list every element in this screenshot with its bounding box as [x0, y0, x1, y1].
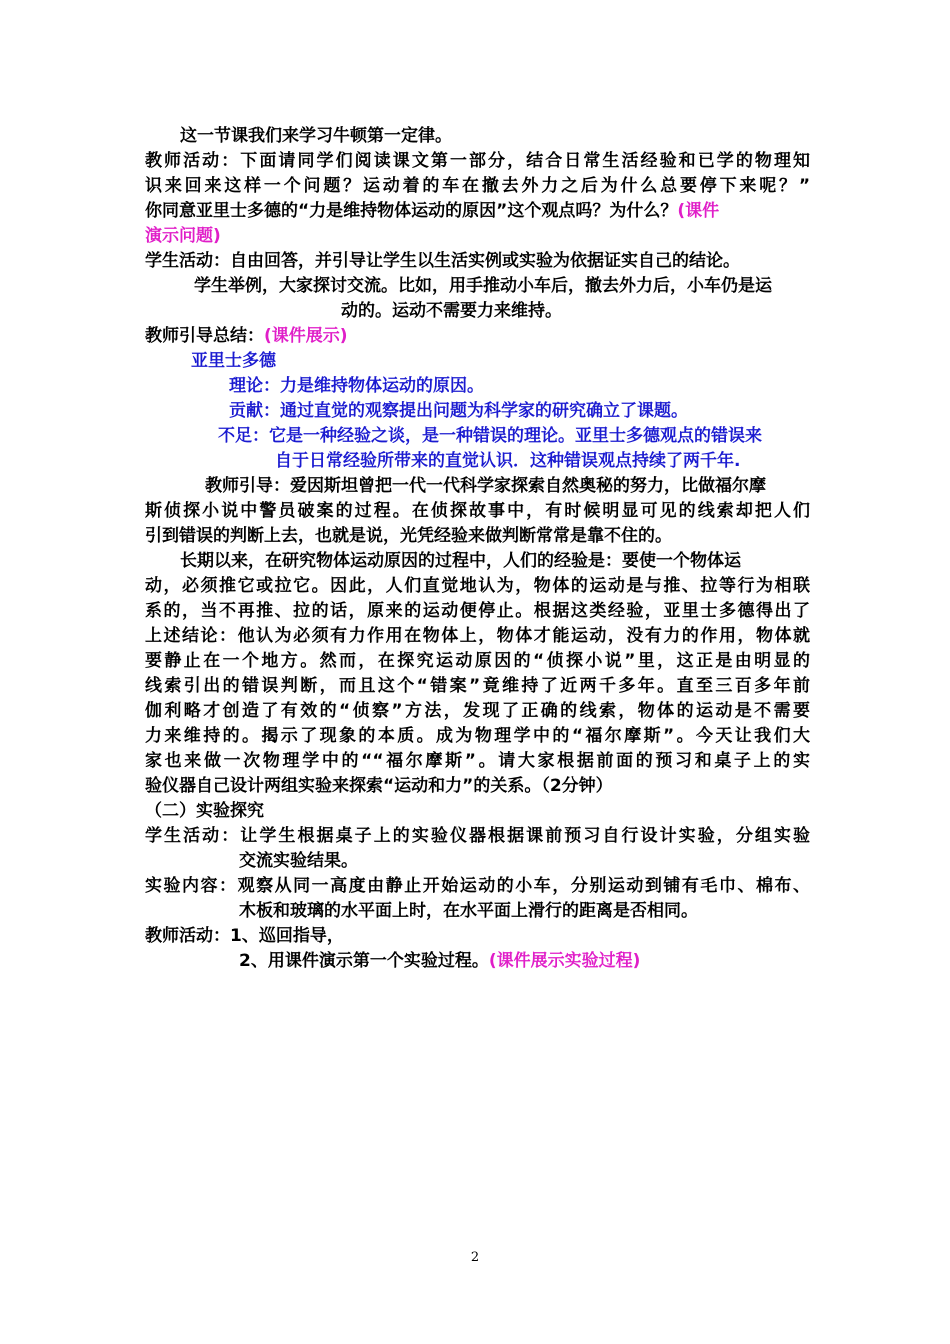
page-number: 2 [470, 1250, 480, 1265]
teacher-activity-line-3 [145, 199, 810, 224]
paragraph-line-1: 长期以来，在研究物体运动原因的过程中，人们的经验是：要使一个物体运 [180, 551, 741, 571]
paragraph-line-10: 验仪器自己设计两组实验来探索“运动和力”的关系。（2分钟） [145, 776, 613, 796]
student-activity-2-line-1: 学生活动：让学生根据桌子上的实验仪器根据课前预习自行设计实验，分组实验 [145, 826, 810, 846]
intro-line: 这一节课我们来学习牛顿第一定律。 [180, 126, 452, 146]
courseware-note: (课件 [677, 201, 720, 221]
document-body [145, 124, 810, 974]
teacher-guide-line-1: 教师引导：爱因斯坦曾把一代一代科学家探索自然奥秘的努力，比做福尔摩 [205, 476, 766, 496]
aristotle-contribution: 贡献：通过直觉的观察提出问题为科学家的研究确立了课题。 [229, 401, 688, 421]
aristotle-theory: 理论：力是维持物体运动的原因。 [229, 376, 484, 396]
teacher-activity-line-2: 识来回来这样一个问题？运动着的车在撤去外力之后为什么总要停下来呢？” [145, 176, 810, 196]
experiment-content-line-2: 木板和玻璃的水平面上时，在水平面上滑行的距离是否相同。 [239, 901, 698, 921]
paragraph-line-2: 动，必须推它或拉它。因此，人们直觉地认为，物体的运动是与推、拉等行为相联 [145, 576, 810, 596]
courseware-process-note: (课件展示实验过程) [488, 951, 641, 971]
student-activity-2-line-2: 交流实验结果。 [239, 851, 358, 871]
student-activity-line: 学生活动：自由回答，并引导让学生以生活实例或实验为依据证实自己的结论。 [145, 251, 740, 271]
aristotle-shortcoming-1: 不足：它是一种经验之谈，是一种错误的理论。亚里士多德观点的错误来 [218, 426, 762, 446]
teacher-guide-line-2: 斯侦探小说中警员破案的过程。在侦探故事中，有时候明显可见的线索却把人们 [145, 501, 810, 521]
summary-label: 教师引导总结： [145, 326, 264, 346]
courseware-note-cont: 演示问题) [145, 226, 221, 246]
paragraph-line-8: 力来维持的。揭示了现象的本质。成为物理学中的“福尔摩斯”。今天让我们大 [145, 726, 810, 746]
step-2-text: 2、用课件演示第一个实验过程。 [239, 951, 489, 971]
paragraph-line-6: 线索引出的错误判断，而且这个“错案”竟维持了近两千多年。直至三百多年前 [145, 676, 810, 696]
teacher-summary-line [145, 324, 810, 349]
student-example-line-2: 动的。运动不需要力来维持。 [341, 301, 562, 321]
teacher-guide-line-3: 引到错误的判断上去，也就是说，光凭经验来做判断常常是靠不住的。 [145, 526, 672, 546]
teacher-activity-2-step-1: 教师活动：1、巡回指导， [145, 926, 344, 946]
paragraph-line-4: 上述结论：他认为必须有力作用在物体上，物体才能运动，没有力的作用，物体就 [145, 626, 810, 646]
teacher-activity-line-1: 教师活动：下面请同学们阅读课文第一部分，结合日常生活经验和已学的物理知 [145, 151, 810, 171]
section-heading: （二）实验探究 [145, 801, 264, 821]
experiment-content-line-1: 实验内容：观察从同一高度由静止开始运动的小车，分别运动到铺有毛巾、棉布、 [145, 876, 810, 896]
question-text: 你同意亚里士多德的“力是维持物体运动的原因”这个观点吗？为什么？ [145, 201, 678, 221]
aristotle-heading: 亚里士多德 [191, 351, 276, 371]
paragraph-line-9: 家也来做一次物理学中的““福尔摩斯”。请大家根据前面的预习和桌子上的实 [145, 751, 810, 771]
aristotle-shortcoming-2: 自于日常经验所带来的直觉认识．这种错误观点持续了两千年. [275, 451, 741, 471]
paragraph-line-7: 伽利略才创造了有效的“侦察”方法，发现了正确的线索，物体的运动是不需要 [145, 701, 810, 721]
courseware-show-note: (课件展示) [264, 326, 348, 346]
paragraph-line-3: 系的，当不再推、拉的话，原来的运动便停止。根据这类经验，亚里士多德得出了 [145, 601, 810, 621]
student-example-line-1: 学生举例，大家探讨交流。比如，用手推动小车后，撤去外力后，小车仍是运 [194, 276, 772, 296]
teacher-activity-2-step-2 [145, 949, 810, 974]
paragraph-line-5: 要静止在一个地方。然而，在探究运动原因的“侦探小说”里，这正是由明显的 [145, 651, 810, 671]
